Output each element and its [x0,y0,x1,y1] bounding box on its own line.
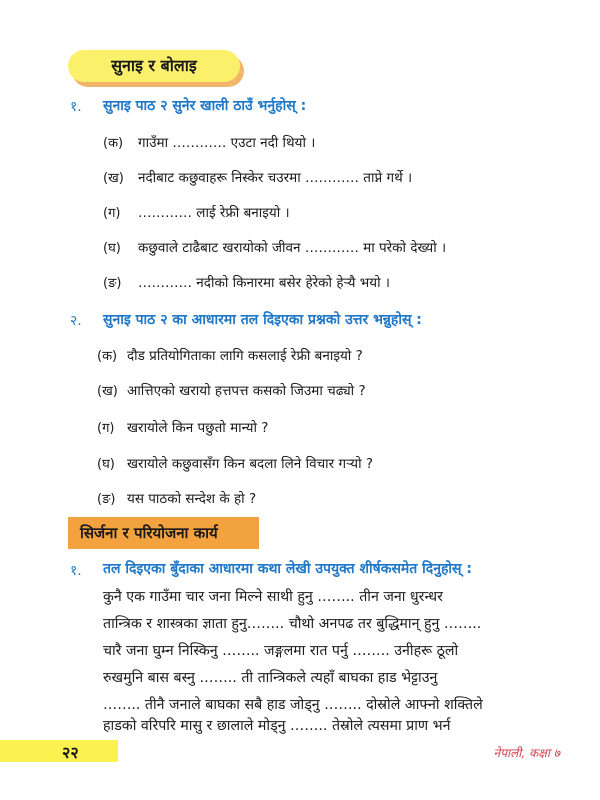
q2-item-label: (क) [97,349,118,364]
q1-item-label: (ग) [103,206,121,221]
question-1-number: १. [70,99,82,115]
q2-item-text: आत्तिएको खरायो हत्तपत्त कसको जिउमा चढ्यो ? [127,383,366,399]
q1-item-label: (ङ) [103,276,122,291]
q2-item-text: दौड प्रतियोगिताका लागि कसलाई रेफ्री बनाइयो ? [127,348,363,364]
section-header-creation-project: सिर्जना र परियोजना कार्य [68,517,259,549]
q1-item-text: ………… नदीको किनारमा बसेर हेरेको हेऱ्यै भयो । [138,275,391,291]
story-line: रुखमुनि बास बस्नु …….. ती तान्त्रिकले त्यहाँ बाघका हाड भेट्टाउनु [103,670,438,686]
q2-item-label: (ग) [97,421,115,436]
page-number: २२ [62,743,79,762]
question-2-number: २. [70,313,82,329]
q2-item-text: खरायोले कछुवासँग किन बदला लिने विचार गऱ्यो ? [127,456,374,472]
q1-item-text: कछुवाले टाढैबाट खरायोको जीवन ………… मा परेको देख्यो । [138,240,447,256]
q2-item-text: खरायोले किन पछुतो मान्यो ? [127,420,269,436]
q1-item-text: गाउँमा ………… एउटा नदी थियो । [138,135,316,151]
q1-item-label: (ख) [103,171,124,186]
q2-item-label: (घ) [97,457,115,472]
q1-item-text: ………… लाई रेफ्री बनाइयो । [138,205,290,221]
story-line: …….. तीनै जनाले बाघका सबै हाड जोड्नु …….. दोस्रोले आफ्नो शक्तिले [103,697,483,713]
story-line: तान्त्रिक र शास्त्रका ज्ञाता हुनु…….. चौथो अनपढ तर बुद्धिमान् हुनु …….. [103,616,482,632]
section-header-listening-speaking: सुनाइ र बोलाइ [68,50,240,82]
story-line: हाडको वरिपरि मासु र छालाले मोड्नु …….. तेस्रोले त्यसमा प्राण भर्न [103,718,451,734]
project-question-1-number: १. [70,563,82,579]
footer-book-title: नेपाली, कक्षा ७ [493,746,560,760]
q1-item-label: (क) [103,136,124,151]
footer-page-band [0,740,118,762]
project-question-1-text: तल दिइएका बुँदाका आधारमा कथा लेखी उपयुक्त शीर्षकसमेत दिनुहोस् : [103,561,472,577]
q2-item-text: यस पाठको सन्देश के हो ? [127,491,257,507]
q1-item-text: नदीबाट कछुवाहरू निस्केर चउरमा ………… ताप्ने गर्थे । [138,170,413,186]
q1-item-label: (घ) [103,241,121,256]
story-line: कुनै एक गाउँमा चार जना मिल्ने साथी हुनु …….. तीन जना धुरन्धर [103,589,443,605]
q2-item-label: (ख) [97,384,118,399]
question-1-text: सुनाइ पाठ २ सुनेर खाली ठाउँ भर्नुहोस् : [103,98,307,114]
story-line: चारै जना घुम्न निस्किनु …….. जङ्गलमा रात पर्नु …….. उनीहरू ठूलो [103,643,459,659]
question-2-text: सुनाइ पाठ २ का आधारमा तल दिइएका प्रश्नको उत्तर भन्नुहोस् : [103,312,422,328]
q2-item-label: (ङ) [97,492,116,507]
